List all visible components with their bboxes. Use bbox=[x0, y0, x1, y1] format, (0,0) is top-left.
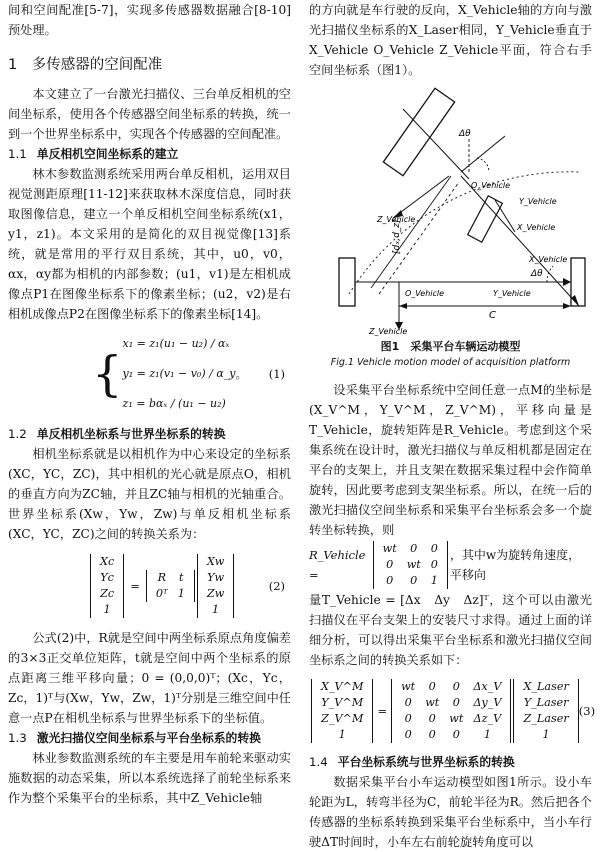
matrix-cell: 0 bbox=[452, 728, 460, 741]
origin-label-bottom: O_Vehicle bbox=[405, 289, 445, 298]
matrix-cell: wt bbox=[425, 696, 440, 709]
paragraph: 设采集平台坐标系统中空间任意一点M的坐标是(X_V^M，Y_V^M，Z_V^M)，平移向量是T_Vehicle，旋转矩阵是R_Vehicle。考虑到这个采集系统在设计时，激光扫描仪与单反相机都是固定在平台的支架上，并且支架在数据采集过程中会作简单旋转，因此要考虑到支架坐标系。所以，在统一后的激光扫描仪空间坐标系和采集平台坐标系会多一个旋转坐标转换，则 bbox=[309, 383, 592, 537]
top-axle-line bbox=[403, 109, 469, 179]
subsection-number: 1.2 bbox=[8, 427, 27, 441]
matrix-cell: 0 bbox=[428, 680, 436, 693]
paragraph: 林业参数监测系统的车主要是用车前轮来驱动实施数据的动态采集，所以本系统选择了前轮坐标系来作为整个采集平台的坐标系，其中Z_Vehicle轴 bbox=[8, 751, 291, 805]
paragraph: 数据采集平台小车运动模型如图1所示。设小车轮距为L，转弯半径为C，前轮半径为R。然后把各个传感器的坐标系转换到采集平台坐标系中，当小车行驶ΔT时间时，小车左右前轮旋转角度可以 bbox=[309, 775, 592, 849]
equation-1 bbox=[8, 324, 291, 424]
paragraph: 间和空间配准[5-7]，实现多传感器数据融合[8-10]预处理。 bbox=[8, 3, 291, 37]
subsection-heading bbox=[8, 424, 291, 444]
matrix-cell: 0 bbox=[404, 696, 412, 709]
vehicle-motion-figure bbox=[309, 84, 592, 336]
paragraph: 的方向就是车行驶的反向，X_Vehicle轴的方向与激光扫描仪坐标系的X_Laser相同，Y_Vehicle垂直于X_Vehicle O_Vehicle Z_Vehicle平面，符合右手空间坐标系（图1）。 bbox=[309, 3, 592, 77]
z-axis-label-top: Z_Vehicle bbox=[377, 215, 416, 224]
matrix-cell: 0 bbox=[410, 574, 418, 587]
matrix-cell: t bbox=[179, 571, 184, 584]
rotation-matrix-line bbox=[309, 540, 592, 590]
y-axis-label-top: Y_Vehicle bbox=[519, 197, 557, 206]
c-label: C bbox=[489, 310, 496, 321]
subsection-heading bbox=[309, 752, 592, 772]
matrix bbox=[513, 679, 578, 743]
origin-label-top: O_Vehicle bbox=[471, 181, 511, 190]
section-heading: 1 多传感器的空间配准 bbox=[8, 57, 163, 73]
equation-number: (1) bbox=[268, 367, 285, 381]
left-column bbox=[8, 0, 291, 808]
matrix-cell: Δz_V bbox=[473, 712, 502, 725]
matrix-cell: Zw bbox=[206, 587, 225, 600]
matrix-cell: Xw bbox=[206, 555, 225, 568]
subsection-heading bbox=[8, 728, 291, 748]
matrix-cell: 0 bbox=[430, 542, 438, 555]
dxdz-label: [dₓ,d_z] bbox=[392, 219, 402, 254]
matrix-cell: 1 bbox=[483, 728, 491, 741]
z-axis-label-bottom: Z_Vehicle bbox=[369, 327, 408, 336]
subsection-number: 1.4 bbox=[309, 755, 328, 769]
matrix-cell: Zc bbox=[100, 587, 115, 600]
subsection-heading bbox=[8, 144, 291, 164]
matrix-cell: 0 bbox=[386, 574, 394, 587]
equation-2: Xc Yc Zc 1 = R t 0ᵀ 1 Xw Yw Zw 1 (2) bbox=[8, 544, 291, 628]
matrix-cell: 0 bbox=[428, 728, 436, 741]
subsection-title: 单反相机坐标系与世界坐标系的转换 bbox=[36, 427, 226, 441]
matrix-cell: Y_V^M bbox=[321, 696, 364, 709]
rv-label: R_Vehicle = bbox=[309, 548, 366, 582]
matrix-cell: wt bbox=[449, 712, 464, 725]
x-axis-label-top: X_Vehicle bbox=[517, 223, 556, 232]
delta-theta-label: Δθ bbox=[531, 269, 543, 279]
paragraph: 公式(2)中，R就是空间中两坐标系原点角度偏差的3×3正交单位矩阵，t就是空间中两个坐标系的原点距离三维平移向量；0 = (0,0,0)ᵀ；(Xc，Yc，Zc，1)ᵀ与(Xw，Yw，Zw，1)ᵀ分别是三维空间中任意一点P在相机坐标系与世界坐标系下的坐标值。 bbox=[8, 631, 291, 725]
subsection-number: 1.3 bbox=[8, 731, 27, 745]
equation-line: x₁ = z₁(u₁ − u₂) / αₓ bbox=[122, 337, 230, 350]
matrix-cell: 0 bbox=[452, 680, 460, 693]
figure-caption-en: Fig.1 Vehicle motion model of acquisition platform bbox=[330, 357, 571, 368]
matrix-cell: 1 bbox=[338, 728, 346, 741]
matrix-cell: 1 bbox=[212, 603, 220, 616]
matrix bbox=[391, 679, 511, 743]
equation-number: (3) bbox=[578, 704, 596, 718]
matrix-cell: wt bbox=[401, 680, 416, 693]
paragraph: 量T_Vehicle = [Δx Δy Δz]ᵀ，这个可以由激光扫描仪在平台支架上的安装尺寸求得。通过上面的详细分析，可以得出采集平台坐标系和激光扫描仪空间坐标系之间的转换关系如下： bbox=[309, 593, 592, 667]
matrix bbox=[373, 541, 448, 589]
matrix bbox=[311, 679, 373, 743]
matrix-cell: 1 bbox=[542, 728, 550, 741]
theta-label: Δθ bbox=[459, 129, 471, 139]
matrix-cell: 1 bbox=[103, 603, 111, 616]
subsection-title: 激光扫描仪空间坐标系与平台坐标系的转换 bbox=[36, 731, 261, 745]
matrix-cell: 1 bbox=[177, 587, 185, 600]
equation-tail: 。 bbox=[235, 367, 247, 381]
matrix-cell: Δy_V bbox=[473, 696, 502, 709]
matrix-cell: Y_Laser bbox=[523, 696, 569, 709]
matrix-cell: wt bbox=[382, 542, 397, 555]
matrix-cell: 1 bbox=[430, 574, 438, 587]
matrix-cell: Z_Laser bbox=[523, 712, 569, 725]
rotated-vehicle bbox=[383, 88, 454, 175]
matrix-cell: Δx_V bbox=[473, 680, 502, 693]
matrix-cell: 0 bbox=[430, 558, 438, 571]
subsection-number: 1.1 bbox=[8, 147, 27, 161]
matrix-cell: Xc bbox=[100, 555, 115, 568]
right-column bbox=[309, 0, 596, 852]
matrix-cell: 0 bbox=[428, 712, 436, 725]
left-brace: { bbox=[92, 346, 123, 402]
matrix-cell: wt bbox=[406, 558, 421, 571]
equation-system bbox=[123, 329, 236, 419]
matrix bbox=[146, 570, 195, 602]
y-axis-label-bottom: Y_Vehicle bbox=[493, 289, 531, 298]
equation-3: X_V^M Y_V^M Z_V^M 1 = wt 0 0 Δx_V 0 wt 0 Δy_V 0 0 wt Δz_V 0 0 0 1 X_Laser Y_Laser Z_Laser 1 (3) bbox=[309, 670, 592, 752]
figure-caption-cn: 图1 采集平台车辆运动模型 bbox=[380, 340, 521, 353]
matrix-cell: Yw bbox=[207, 571, 225, 584]
subsection-title: 单反相机空间坐标系的建立 bbox=[36, 147, 179, 161]
matrix-cell: Yc bbox=[100, 571, 114, 584]
matrix-cell: 0 bbox=[386, 558, 394, 571]
matrix-cell: 0 bbox=[410, 542, 418, 555]
matrix-cell: X_V^M bbox=[321, 680, 364, 693]
matrix-cell: 0 bbox=[404, 712, 412, 725]
matrix-cell: 0 bbox=[452, 696, 460, 709]
matrix-cell: R bbox=[157, 571, 166, 584]
equation-line: z₁ = bαₓ / (u₁ − u₂) bbox=[122, 397, 226, 410]
paragraph: 林木参数监测系统采用两台单反相机，运用双目视觉测距原理[11-12]来获取林木深度信息，同时获取图像信息，建立一个单反相机空间坐标系统(x1，y1，z1)。本文采用的是简化的双目视觉像[13]系统，就是常用的平行双目系统，其中，u0，v0，αx，αy都为相机的内部参数；(u1，v1)是左相机成像点P1在图像坐标系下的像素坐标；(u2，v2)是右相机成像点P2在图像坐标系下的像素坐标[14]。 bbox=[8, 167, 291, 321]
subsection-title: 平台坐标系统与世界坐标系的转换 bbox=[337, 755, 515, 769]
paragraph: 本文建立了一台激光扫描仪、三台单反相机的空间坐标系，使用各个传感器空间坐标系的转换，统一到一个世界坐标系中，实现各个传感器的空间配准。 bbox=[8, 87, 291, 141]
matrix bbox=[90, 554, 124, 618]
matrix-cell: Z_V^M bbox=[321, 712, 364, 725]
matrix-cell: 0ᵀ bbox=[155, 587, 168, 600]
equation-line: y₁ = z₁(v₁ − v₀) / α_y bbox=[122, 367, 236, 380]
matrix-cell: 0 bbox=[404, 728, 412, 741]
matrix-cell: X_Laser bbox=[523, 680, 569, 693]
rv-tail: ，其中w为旋转角速度，平移向 bbox=[449, 548, 581, 582]
equation-number: (2) bbox=[268, 579, 285, 593]
x-axis-label-right: X_Vehicle bbox=[529, 255, 568, 264]
matrix bbox=[197, 554, 235, 618]
paragraph: 相机坐标系就是以相机作为中心来设定的坐标系(XC，YC，ZC)，其中相机的光心就是原点O，相机的垂直方向为ZC轴，并且ZC轴与相机的光轴重合。世界坐标系(Xw，Yw，Zw)与单反相机坐标系(XC，YC，ZC)之间的转换关系为： bbox=[8, 447, 291, 541]
